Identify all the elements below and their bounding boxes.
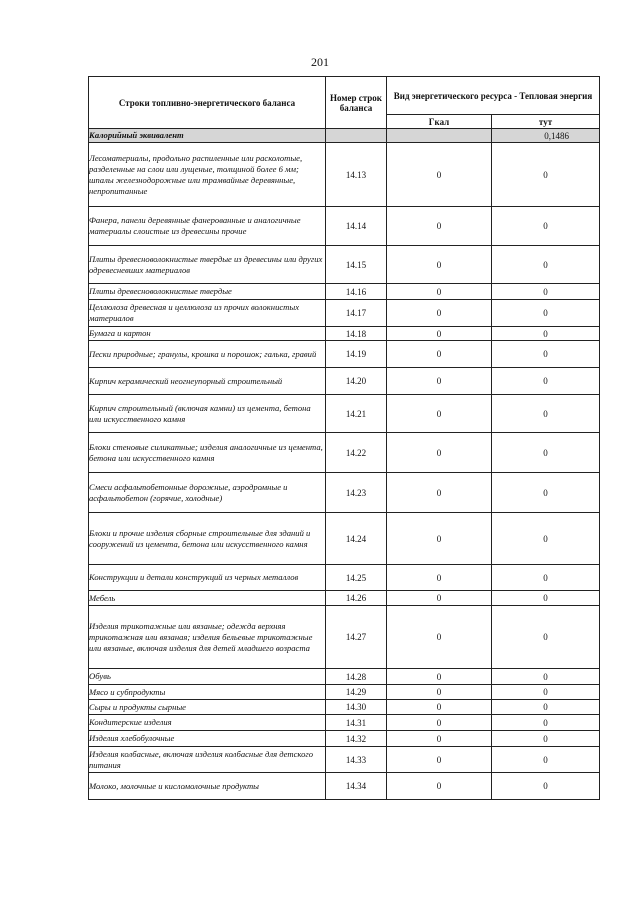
table-row xyxy=(89,747,600,773)
row-tut: 0 xyxy=(492,207,600,246)
row-gcal: 0 xyxy=(387,700,492,715)
row-name: Изделия колбасные, включая изделия колбасные для детского питания xyxy=(89,747,326,773)
calorie-row-tut: 0,1486 xyxy=(492,129,600,143)
row-code: 14.21 xyxy=(326,395,387,433)
calorie-row-code xyxy=(326,129,387,143)
row-gcal: 0 xyxy=(387,606,492,669)
table-body xyxy=(89,129,600,800)
row-name: Кирпич строительный (включая камни) из цемента, бетона или искусственного камня xyxy=(89,395,326,433)
row-tut: 0 xyxy=(492,473,600,513)
row-gcal: 0 xyxy=(387,473,492,513)
row-gcal: 0 xyxy=(387,395,492,433)
row-gcal: 0 xyxy=(387,368,492,395)
row-name: Плиты древесноволокнистые твердые xyxy=(89,284,326,300)
row-name: Кондитерские изделия xyxy=(89,715,326,731)
row-gcal: 0 xyxy=(387,591,492,606)
row-gcal: 0 xyxy=(387,685,492,700)
row-tut: 0 xyxy=(492,715,600,731)
row-name: Мебель xyxy=(89,591,326,606)
row-name: Целлюлоза древесная и целлюлоза из прочих волокнистых материалов xyxy=(89,300,326,327)
row-name: Обувь xyxy=(89,669,326,685)
row-gcal: 0 xyxy=(387,731,492,747)
row-code: 14.19 xyxy=(326,341,387,368)
row-gcal: 0 xyxy=(387,143,492,207)
row-gcal: 0 xyxy=(387,715,492,731)
row-name: Изделия хлебобулочные xyxy=(89,731,326,747)
row-gcal: 0 xyxy=(387,433,492,473)
row-gcal: 0 xyxy=(387,747,492,773)
table-row xyxy=(89,395,600,433)
page-number: 201 xyxy=(311,55,329,69)
row-gcal: 0 xyxy=(387,565,492,591)
header-rows-label: Строки топливно-энергетического баланса xyxy=(89,77,326,129)
row-tut: 0 xyxy=(492,773,600,800)
row-gcal: 0 xyxy=(387,327,492,341)
row-name: Бумага и картон xyxy=(89,327,326,341)
row-code: 14.14 xyxy=(326,207,387,246)
row-code: 14.32 xyxy=(326,731,387,747)
row-tut: 0 xyxy=(492,327,600,341)
row-tut: 0 xyxy=(492,700,600,715)
row-gcal: 0 xyxy=(387,513,492,565)
row-name: Блоки стеновые силикатные; изделия аналогичные из цемента, бетона или искусственного камня xyxy=(89,433,326,473)
row-name: Лесоматериалы, продольно распиленные или расколотые, разделенные на слои или лущеные, толщиной более 6 мм; шпалы железнодорожные или трамвайные деревянные, непропитанные xyxy=(89,143,326,207)
row-tut: 0 xyxy=(492,606,600,669)
table-row xyxy=(89,731,600,747)
row-code: 14.20 xyxy=(326,368,387,395)
row-code: 14.27 xyxy=(326,606,387,669)
table-row xyxy=(89,327,600,341)
row-code: 14.15 xyxy=(326,246,387,284)
table-row xyxy=(89,565,600,591)
table-row xyxy=(89,143,600,207)
row-tut: 0 xyxy=(492,685,600,700)
row-code: 14.18 xyxy=(326,327,387,341)
row-gcal: 0 xyxy=(387,669,492,685)
header-unit-gcal: Гкал xyxy=(387,115,492,129)
row-code: 14.23 xyxy=(326,473,387,513)
row-gcal: 0 xyxy=(387,207,492,246)
table-row xyxy=(89,685,600,700)
row-code: 14.33 xyxy=(326,747,387,773)
row-code: 14.31 xyxy=(326,715,387,731)
table-row xyxy=(89,591,600,606)
row-gcal: 0 xyxy=(387,341,492,368)
table-row xyxy=(89,368,600,395)
row-tut: 0 xyxy=(492,747,600,773)
table-row xyxy=(89,606,600,669)
table-row xyxy=(89,341,600,368)
row-gcal: 0 xyxy=(387,300,492,327)
row-code: 14.28 xyxy=(326,669,387,685)
table-row xyxy=(89,715,600,731)
row-code: 14.13 xyxy=(326,143,387,207)
row-tut: 0 xyxy=(492,143,600,207)
row-code: 14.34 xyxy=(326,773,387,800)
row-name: Пески природные; гранулы, крошка и порошок; галька, гравий xyxy=(89,341,326,368)
row-tut: 0 xyxy=(492,368,600,395)
row-code: 14.29 xyxy=(326,685,387,700)
table-row xyxy=(89,284,600,300)
table-row xyxy=(89,300,600,327)
header-resource-label: Вид энергетического ресурса - Тепловая энергия xyxy=(387,77,600,115)
row-name: Фанера, панели деревянные фанерованные и аналогичные материалы слоистые из древесины прочие xyxy=(89,207,326,246)
header-number-label: Номер строк баланса xyxy=(326,77,387,129)
calorie-row-name: Калорийный эквивалент xyxy=(89,129,326,143)
row-gcal: 0 xyxy=(387,246,492,284)
table-row xyxy=(89,207,600,246)
row-name: Блоки и прочие изделия сборные строительные для зданий и сооружений из цемента, бетона или искусственного камня xyxy=(89,513,326,565)
row-name: Плиты древесноволокнистые твердые из древесины или других одревесневших материалов xyxy=(89,246,326,284)
row-code: 14.26 xyxy=(326,591,387,606)
calorie-row-gcal xyxy=(387,129,492,143)
row-code: 14.17 xyxy=(326,300,387,327)
table-row xyxy=(89,700,600,715)
row-tut: 0 xyxy=(492,669,600,685)
row-gcal: 0 xyxy=(387,773,492,800)
table-row xyxy=(89,433,600,473)
header-unit-tut: тут xyxy=(492,115,600,129)
row-tut: 0 xyxy=(492,300,600,327)
row-code: 14.24 xyxy=(326,513,387,565)
row-code: 14.16 xyxy=(326,284,387,300)
row-tut: 0 xyxy=(492,591,600,606)
row-tut: 0 xyxy=(492,246,600,284)
row-gcal: 0 xyxy=(387,284,492,300)
table-row xyxy=(89,773,600,800)
energy-balance-table xyxy=(88,76,600,800)
calorie-row xyxy=(89,129,600,143)
row-name: Смеси асфальтобетонные дорожные, аэродромные и асфальтобетон (горячие, холодные) xyxy=(89,473,326,513)
row-tut: 0 xyxy=(492,513,600,565)
row-name: Изделия трикотажные или вязаные; одежда верхняя трикотажная или вязаная; изделия бельевые трикотажные или вязаные, включая изделия для детей младшего возраста xyxy=(89,606,326,669)
table-row xyxy=(89,473,600,513)
table-row xyxy=(89,246,600,284)
row-name: Кирпич керамический неогнеупорный строительный xyxy=(89,368,326,395)
row-tut: 0 xyxy=(492,565,600,591)
row-code: 14.22 xyxy=(326,433,387,473)
row-tut: 0 xyxy=(492,341,600,368)
row-tut: 0 xyxy=(492,395,600,433)
row-code: 14.25 xyxy=(326,565,387,591)
table-row xyxy=(89,669,600,685)
row-name: Сыры и продукты сырные xyxy=(89,700,326,715)
row-tut: 0 xyxy=(492,433,600,473)
table-row xyxy=(89,513,600,565)
row-code: 14.30 xyxy=(326,700,387,715)
row-name: Мясо и субпродукты xyxy=(89,685,326,700)
row-tut: 0 xyxy=(492,731,600,747)
row-tut: 0 xyxy=(492,284,600,300)
row-name: Конструкции и детали конструкций из черных металлов xyxy=(89,565,326,591)
row-name: Молоко, молочные и кисломолочные продукты xyxy=(89,773,326,800)
